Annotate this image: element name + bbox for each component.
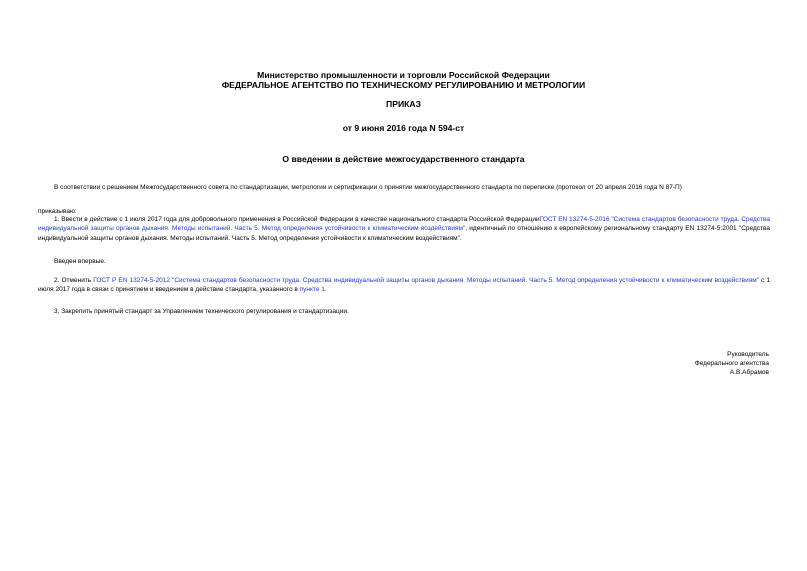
document-subject: О введении в действие межгосударственного стандарта bbox=[282, 154, 525, 164]
orders-label: приказываю: bbox=[38, 208, 77, 215]
agency-heading: ФЕДЕРАЛЬНОЕ АГЕНТСТВО ПО ТЕХНИЧЕСКОМУ РЕГУЛИРОВАНИЮ И МЕТРОЛОГИИ bbox=[221, 80, 586, 90]
ministry-heading: Министерство промышленности и торговли Российской Федерации bbox=[257, 70, 550, 80]
item1-text-before: 1. Ввести в действие с 1 июля 2017 года для добровольного применения в Российской Федерации в качестве национального стандарта Российской Федерации bbox=[54, 216, 540, 223]
intro-paragraph: В соответствии с решением Межгосударственного совета по стандартизации, метрологии и сертификации о принятии межгосударственного стандарта по переписке (протокол от 20 апреля 2016 года N 87-П) bbox=[54, 184, 682, 191]
item1-text-after: , идентичный по отношению к европейскому региональному стандарту EN 13274-5:2001 "Средства индивидуальной защиты органов дыхания. Методы испытаний. Часть 5. Метод определения устойчивости к климатическим воздействиям". bbox=[38, 225, 770, 242]
signature-name: А.В.Абрамов bbox=[729, 369, 769, 376]
introduced-first-note: Введен впервые. bbox=[54, 258, 106, 265]
gost-r-en-13274-5-2012-link[interactable]: ГОСТ Р EN 13274-5-2012 "Система стандартов безопасности труда. Средства индивидуальной защиты органов дыхания. Методы испытаний. Часть 5. Метод определения устойчивости к климатическим воздействиям" bbox=[93, 277, 760, 284]
item2-text-after: . bbox=[324, 286, 327, 294]
item2-text-before: 2. Отменить bbox=[54, 277, 94, 284]
order-item-3: 3. Закрепить принятый стандарт за Управлением технического регулирования и стандартизации. bbox=[54, 308, 349, 315]
signature-organization: Федерального агентства bbox=[694, 360, 769, 367]
date-number: от 9 июня 2016 года N 594-ст bbox=[342, 123, 465, 133]
gost-en-13274-5-2016-link[interactable]: ГОСТ EN 13274-5-2016 "Система стандартов безопасности труда. Средства индивидуальной защиты органов дыхания. Методы испытаний. Часть 5. Метод определения устойчивости к климатическим воздействиям" bbox=[38, 216, 771, 233]
order-item-2 bbox=[38, 276, 770, 295]
document-type: ПРИКАЗ bbox=[386, 99, 421, 109]
order-item-1 bbox=[38, 215, 770, 243]
item-1-reference-link[interactable]: пункте 1 bbox=[299, 286, 325, 294]
signature-title: Руководитель bbox=[727, 351, 769, 358]
item2-text-middle: с 1 июля 2017 года в связи с принятием и введением в действие стандарта, указанного в bbox=[38, 277, 771, 294]
